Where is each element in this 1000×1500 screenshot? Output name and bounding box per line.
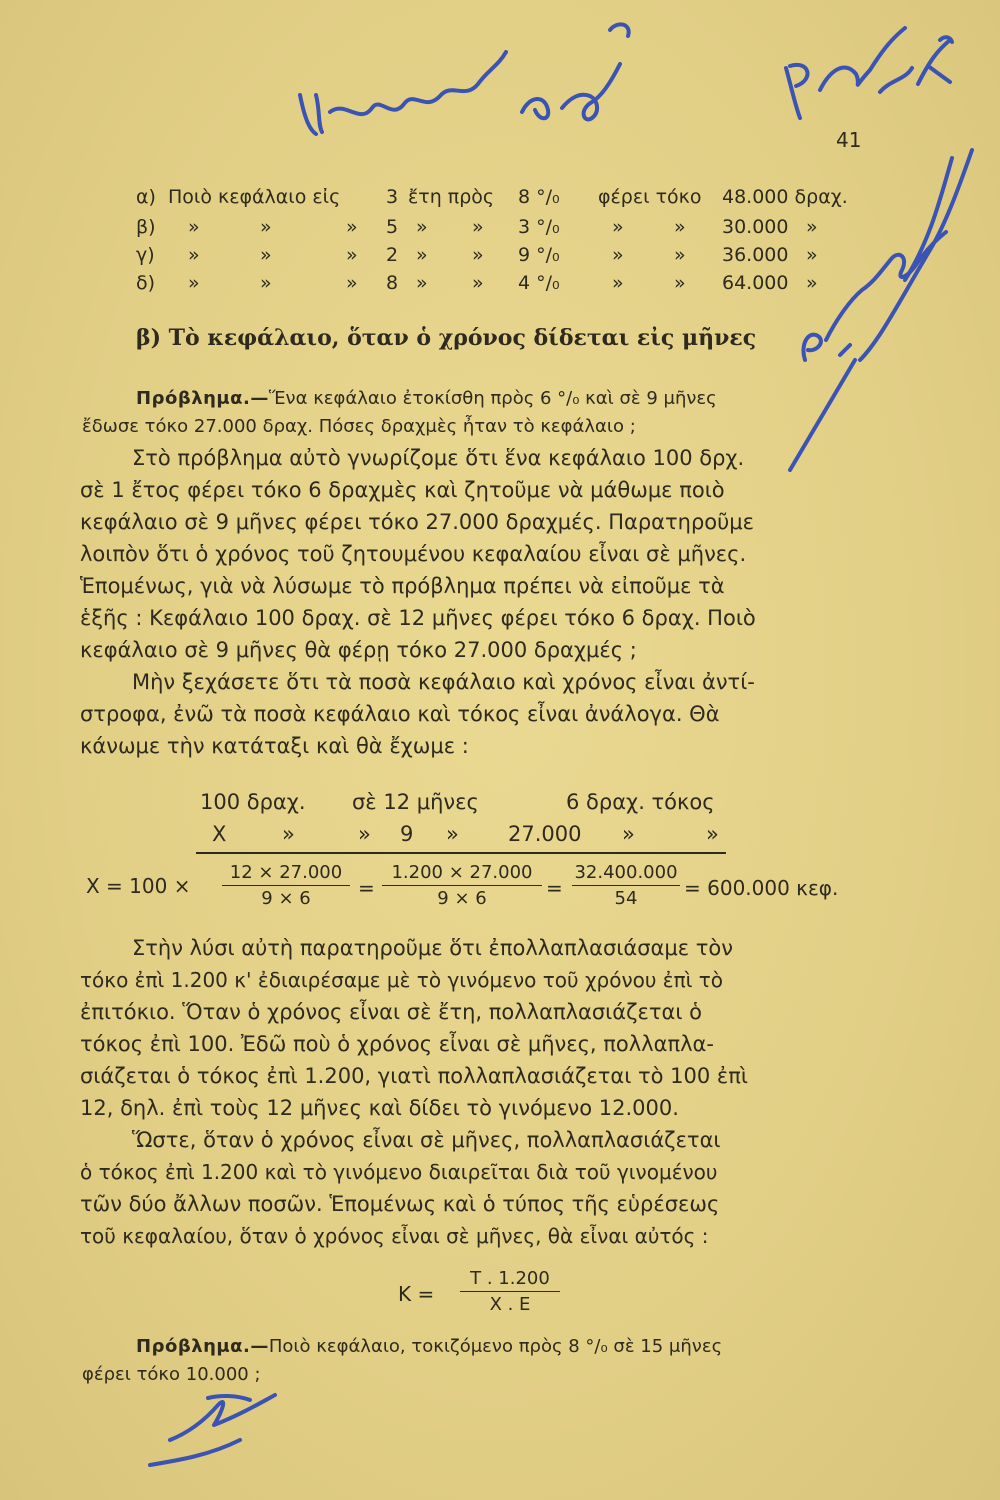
- ditto-mark: »: [188, 272, 200, 294]
- setup-cell: 9: [400, 822, 414, 846]
- exercise-text: Ποιὸ κεφάλαιο εἰς: [168, 186, 341, 208]
- general-formula-lhs: Κ =: [398, 1282, 435, 1306]
- paragraph-line: τόκος ἐπὶ 100. Ἐδῶ ποὺ ὁ χρόνος εἶναι σὲ μῆνες, πολλαπλα-: [80, 1032, 714, 1056]
- ditto-mark: »: [806, 244, 818, 266]
- fraction-denominator: 9 × 6: [261, 888, 311, 909]
- exercise-rate: 3 °/₀: [518, 216, 560, 238]
- paragraph-line: Μὴν ξεχάσετε ὅτι τὰ ποσὰ κεφάλαιο καὶ χρόνος εἶναι ἀντί-: [132, 670, 755, 694]
- setup-cell: »: [358, 822, 371, 846]
- fraction-denominator: 54: [614, 888, 638, 909]
- setup-cell: σὲ 12 μῆνες: [352, 790, 479, 814]
- ditto-mark: »: [472, 216, 484, 238]
- ditto-mark: »: [674, 216, 686, 238]
- problem-statement-line: [136, 388, 717, 409]
- ditto-mark: »: [188, 244, 200, 266]
- exercise-row: [136, 244, 896, 270]
- ditto-mark: »: [472, 272, 484, 294]
- fraction-3: [572, 862, 680, 909]
- equals-sign: =: [546, 876, 563, 900]
- ditto-mark: »: [416, 272, 428, 294]
- ditto-mark: »: [612, 244, 624, 266]
- problem-statement-line: φέρει τόκο 10.000 ;: [82, 1364, 261, 1385]
- paragraph-line: στροφα, ἐνῶ τὰ ποσὰ κεφάλαιο καὶ τόκος εἶναι ἀνάλογα. Θὰ: [80, 702, 720, 726]
- setup-cell: Χ: [212, 822, 227, 846]
- top-handwriting-3: [786, 28, 952, 118]
- fraction-denominator: Χ . Ε: [489, 1294, 531, 1315]
- formula-lhs: Χ = 100 ×: [86, 874, 191, 898]
- exercise-rate: 8 °/₀: [518, 186, 560, 208]
- problem-label: Πρόβλημα.—: [136, 1336, 269, 1357]
- exercise-years: 3: [386, 186, 399, 208]
- setup-cell: »: [446, 822, 459, 846]
- exercise-text: ἔτη πρὸς: [408, 186, 495, 208]
- setup-cell: »: [706, 822, 719, 846]
- paragraph-line: τοῦ κεφαλαίου, ὅταν ὁ χρόνος εἶναι σὲ μῆνες, θὰ εἶναι αὐτός :: [80, 1224, 709, 1248]
- ditto-mark: »: [674, 244, 686, 266]
- fraction-denominator: 9 × 6: [437, 888, 487, 909]
- ditto-mark: »: [806, 216, 818, 238]
- setup-cell: 27.000: [508, 822, 582, 846]
- ditto-mark: »: [346, 216, 358, 238]
- paragraph-line: τόκο ἐπὶ 1.200 κ' ἐδιαιρέσαμε μὲ τὸ γινόμενο τοῦ χρόνου ἐπὶ τὸ: [80, 968, 724, 992]
- ditto-mark: »: [416, 216, 428, 238]
- problem-label: Πρόβλημα.—: [136, 388, 269, 409]
- paragraph-line: κεφάλαιο σὲ 9 μῆνες θὰ φέρῃ τόκο 27.000 δραχμές ;: [80, 638, 637, 662]
- paragraph-line: Ὥστε, ὅταν ὁ χρόνος εἶναι σὲ μῆνες, πολλαπλασιάζεται: [132, 1128, 721, 1152]
- exercise-row: [136, 272, 896, 298]
- paragraph-line: ἐπιτόκιο. Ὅταν ὁ χρόνος εἶναι σὲ ἔτη, πολλαπλασιάζεται ὁ: [80, 1000, 703, 1024]
- ditto-mark: »: [188, 216, 200, 238]
- paragraph-line: Στὸ πρόβλημα αὐτὸ γνωρίζομε ὅτι ἕνα κεφάλαιο 100 δρχ.: [132, 446, 745, 470]
- fraction-numerator: 1.200 × 27.000: [382, 862, 542, 886]
- exercise-label: β): [136, 216, 156, 238]
- general-formula-fraction: [460, 1268, 560, 1315]
- ditto-mark: »: [416, 244, 428, 266]
- paragraph-line: 12, δηλ. ἐπὶ τοὺς 12 μῆνες καὶ δίδει τὸ γινόμενο 12.000.: [80, 1096, 679, 1120]
- exercise-years: 2: [386, 244, 399, 266]
- exercise-interest: 36.000: [722, 244, 789, 266]
- paragraph-line: ὁ τόκος ἐπὶ 1.200 καὶ τὸ γινόμενο διαιρεῖται διὰ τοῦ γινομένου: [80, 1160, 718, 1184]
- exercise-rate: 4 °/₀: [518, 272, 560, 294]
- fraction-2: [382, 862, 542, 909]
- ditto-mark: »: [260, 244, 272, 266]
- fraction-numerator: 12 × 27.000: [222, 862, 350, 886]
- setup-cell: »: [622, 822, 635, 846]
- problem-statement-line: [136, 1336, 722, 1357]
- fraction-1: [222, 862, 350, 909]
- exercise-interest: 30.000: [722, 216, 789, 238]
- fraction-numerator: 32.400.000: [572, 862, 680, 886]
- setup-cell: 100 δραχ.: [200, 790, 306, 814]
- top-handwriting-2: [522, 24, 629, 119]
- exercise-row: [136, 186, 896, 212]
- paragraph-line: σὲ 1 ἔτος φέρει τόκο 6 δραχμὲς καὶ ζητοῦμε νὰ μάθωμε ποιὸ: [80, 478, 725, 502]
- ditto-mark: »: [472, 244, 484, 266]
- ditto-mark: »: [346, 272, 358, 294]
- problem-text: Ἕνα κεφάλαιο ἐτοκίσθη πρὸς 6 °/₀ καὶ σὲ 9 μῆνες: [268, 388, 717, 409]
- paragraph-line: Στὴν λύσι αὐτὴ παρατηροῦμε ὅτι ἐπολλαπλασιάσαμε τὸν: [132, 936, 733, 960]
- exercise-label: α): [136, 186, 156, 208]
- ditto-mark: »: [674, 272, 686, 294]
- ditto-mark: »: [346, 244, 358, 266]
- setup-underline: [196, 852, 726, 854]
- exercise-years: 5: [386, 216, 399, 238]
- exercise-interest: 48.000 δραχ.: [722, 186, 848, 208]
- ditto-mark: »: [260, 216, 272, 238]
- equals-sign: =: [358, 876, 375, 900]
- paragraph-line: ἑξῆς : Κεφάλαιο 100 δραχ. σὲ 12 μῆνες φέρει τόκο 6 δραχ. Ποιὸ: [80, 606, 756, 630]
- ditto-mark: »: [806, 272, 818, 294]
- paragraph-line: σιάζεται ὁ τόκος ἐπὶ 1.200, γιατὶ πολλαπλασιάζεται τὸ 100 ἐπὶ: [80, 1064, 749, 1088]
- fraction-numerator: Τ . 1.200: [460, 1268, 560, 1292]
- paragraph-line: τῶν δύο ἄλλων ποσῶν. Ἑπομένως καὶ ὁ τύπος τῆς εὑρέσεως: [80, 1192, 720, 1216]
- paragraph-line: Ἑπομένως, γιὰ νὰ λύσωμε τὸ πρόβλημα πρέπει νὰ εἰποῦμε τὰ: [80, 574, 725, 598]
- ditto-mark: »: [612, 216, 624, 238]
- ditto-mark: »: [612, 272, 624, 294]
- exercise-row: [136, 216, 896, 242]
- setup-cell: »: [282, 822, 295, 846]
- exercise-text: φέρει τόκο: [598, 186, 702, 208]
- exercise-label: δ): [136, 272, 156, 294]
- problem-statement-line: ἔδωσε τόκο 27.000 δραχ. Πόσες δραχμὲς ἦταν τὸ κεφάλαιο ;: [82, 416, 636, 437]
- paragraph-line: κεφάλαιο σὲ 9 μῆνες φέρει τόκο 27.000 δραχμές. Παρατηροῦμε: [80, 510, 754, 534]
- exercise-label: γ): [136, 244, 155, 266]
- paragraph-line: λοιπὸν ὅτι ὁ χρόνος τοῦ ζητουμένου κεφαλαίου εἶναι σὲ μῆνες.: [80, 542, 747, 566]
- ditto-mark: »: [260, 272, 272, 294]
- formula-result: = 600.000 κεφ.: [684, 876, 839, 900]
- paragraph-line: κάνωμε τὴν κατάταξι καὶ θὰ ἔχωμε :: [80, 734, 469, 758]
- exercise-interest: 64.000: [722, 272, 789, 294]
- problem-text: Ποιὸ κεφάλαιο, τοκιζόμενο πρὸς 8 °/₀ σὲ 15 μῆνες: [268, 1336, 723, 1357]
- setup-cell: 6 δραχ. τόκος: [566, 790, 715, 814]
- bottom-signature: [150, 1395, 275, 1465]
- top-handwriting-1: [300, 52, 506, 134]
- exercise-years: 8: [386, 272, 399, 294]
- section-heading: β) Τὸ κεφάλαιο, ὅταν ὁ χρόνος δίδεται εἰς μῆνες: [136, 325, 757, 351]
- exercise-rate: 9 °/₀: [518, 244, 560, 266]
- page-number: 41: [836, 128, 862, 152]
